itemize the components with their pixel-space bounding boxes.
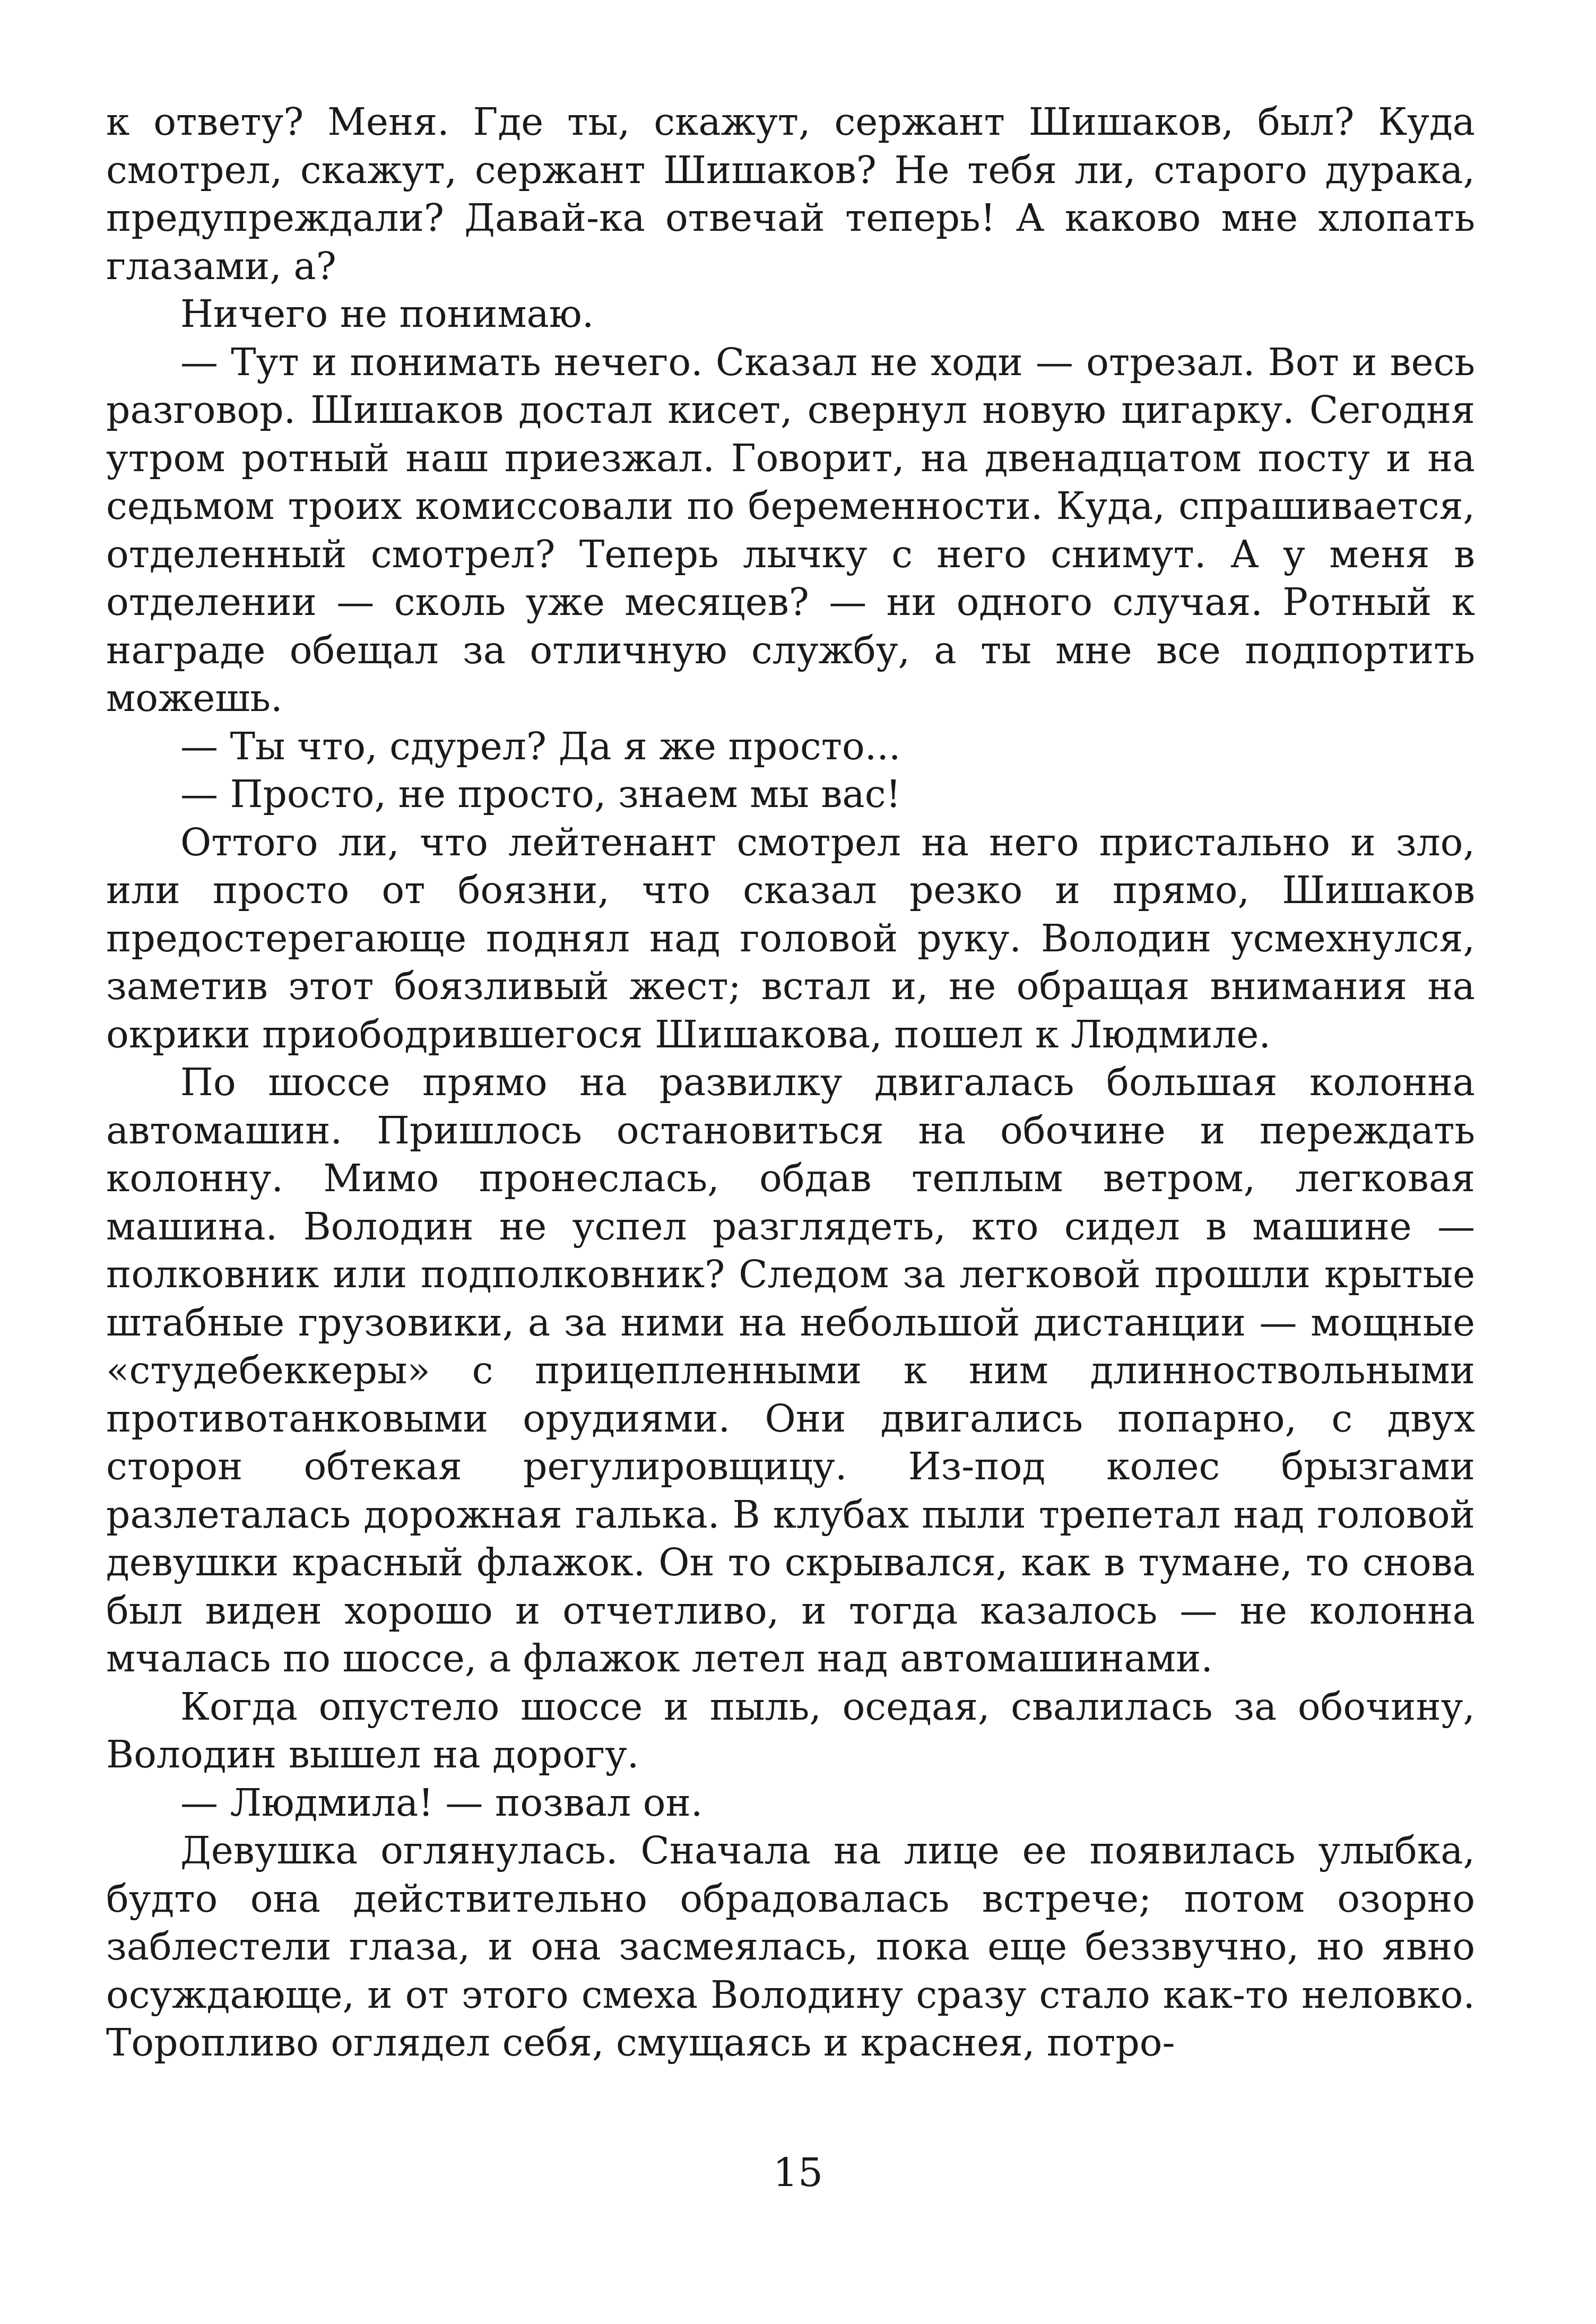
paragraph: Девушка оглянулась. Сначала на лице ее появилась улыбка, будто она действительно обрадовалась встрече; потом озорно заблестели глаза, и она засмеялась, пока еще беззвучно, но явно осуждающе, и от этого смеха Володину сразу стало как-то неловко. Торопливо оглядел себя, смущаясь и краснея, потро- bbox=[106, 1828, 1475, 2065]
paragraph: Ничего не понимаю. bbox=[180, 292, 594, 336]
paragraph: Когда опустело шоссе и пыль, оседая, свалилась за обочину, Володин вышел на дорогу. bbox=[106, 1684, 1475, 1776]
paragraph: к ответу? Меня. Где ты, скажут, сержант Шишаков, был? Куда смотрел, скажут, сержант Шишаков? Не тебя ли, старого дурака, предупреждали? Давай-ка отвечай теперь! А каково мне хлопать глазами, а? bbox=[106, 100, 1475, 288]
paragraph: — Ты что, сдурел? Да я же просто... bbox=[180, 724, 901, 768]
paragraph: Оттого ли, что лейтенант смотрел на него пристально и зло, или просто от боязни, что сказал резко и прямо, Шишаков предостерегающе поднял над головой руку. Володин усмехнулся, заметив этот боязливый жест; встал и, не обращая внимания на окрики приободрившегося Шишакова, пошел к Людмиле. bbox=[106, 820, 1475, 1056]
page-number: 15 bbox=[773, 2150, 823, 2196]
paragraph: — Людмила! — позвал он. bbox=[180, 1780, 703, 1825]
paragraph: — Просто, не просто, знаем мы вас! bbox=[180, 772, 901, 816]
paragraph: — Тут и понимать нечего. Сказал не ходи — отрезал. Вот и весь разговор. Шишаков достал кисет, свернул новую цигарку. Сегодня утром ротный наш приезжал. Говорит, на двенадцатом посту и на седьмом троих комиссовали по беременности. Куда, спрашивается, отделенный смотрел? Теперь лычку с него снимут. А у меня в отделении — сколь уже месяцев? — ни одного случая. Ротный к награде обещал за отличную службу, а ты мне все подпортить можешь. bbox=[106, 340, 1475, 720]
paragraph: По шоссе прямо на развилку двигалась большая колонна автомашин. Пришлось остановиться на обочине и переждать колонну. Мимо пронеслась, обдав теплым ветром, легковая машина. Володин не успел разглядеть, кто сидел в машине — полковник или подполковник? Следом за легковой прошли крытые штабные грузовики, а за ними на небольшой дистанции — мощные «студебеккеры» с прицепленными к ним длинноствольными противотанковыми орудиями. Они двигались попарно, с двух сторон обтекая регулировщицу. Из-под колес брызгами разлеталась дорожная галька. В клубах пыли трепетал над головой девушки красный флажок. Он то скрывался, как в тумане, то снова был виден хорошо и отчетливо, и тогда казалось — не колонна мчалась по шоссе, а флажок летел над автомашинами. bbox=[106, 1060, 1475, 1680]
body-text bbox=[106, 98, 1475, 2067]
